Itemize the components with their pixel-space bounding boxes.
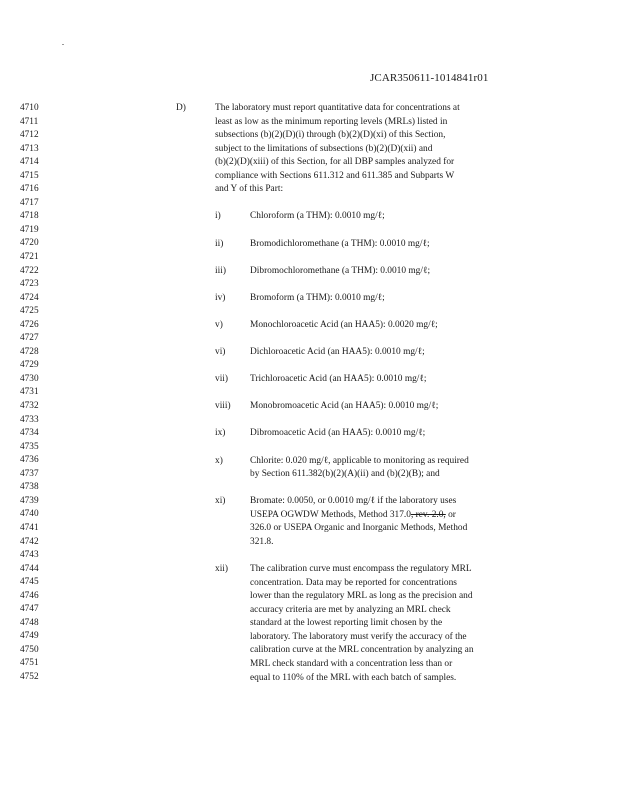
- item-text: standard at the lowest reporting limit chosen by the: [250, 618, 443, 629]
- section-d-line: The laboratory must report quantitative data for concentrations at: [215, 103, 460, 113]
- item-text: [250, 509, 456, 523]
- line-number: 4752: [20, 671, 39, 682]
- line-number: 4732: [20, 401, 39, 412]
- line-number: 4744: [20, 563, 39, 574]
- item-label: xi): [215, 496, 226, 507]
- line-number: 4730: [20, 373, 39, 384]
- line-number: 4713: [20, 143, 39, 154]
- item-text: accuracy criteria are met by analyzing an MRL check: [250, 604, 451, 615]
- line-number: 4737: [20, 468, 39, 479]
- item-text: Bromoform (a THM): 0.0010 mg/ℓ;: [250, 292, 385, 303]
- item-label: ix): [215, 428, 226, 439]
- line-number: 4714: [20, 157, 39, 168]
- item-text: laboratory. The laboratory must verify the accuracy of the: [250, 631, 467, 642]
- line-number: 4751: [20, 658, 39, 669]
- line-number: 4717: [20, 197, 39, 208]
- line-number: 4711: [20, 116, 39, 127]
- item-label: v): [215, 319, 223, 330]
- item-text: lower than the regulatory MRL as long as the precision and: [250, 591, 473, 602]
- item-text-part: or: [445, 509, 456, 520]
- section-d-line: compliance with Sections 611.312 and 611.385 and Subparts W: [215, 170, 455, 181]
- line-number: 4720: [20, 238, 39, 249]
- item-text: MRL check standard with a concentration less than or: [250, 658, 453, 669]
- line-number: 4739: [20, 495, 39, 506]
- item-text-part: USEPA OGWDW Methods, Method 317.0: [250, 509, 411, 520]
- item-label: i): [215, 211, 221, 222]
- section-d-line: (b)(2)(D)(xiii) of this Section, for all DBP samples analyzed for: [215, 157, 455, 168]
- item-text: 321.8.: [250, 536, 274, 547]
- item-text: Bromate: 0.0050, or 0.0010 mg/ℓ if the laboratory uses: [250, 496, 457, 507]
- line-number: 4712: [20, 130, 39, 141]
- line-number: 4724: [20, 292, 39, 303]
- item-label: iv): [215, 292, 226, 303]
- line-number: 4723: [20, 279, 39, 290]
- line-number: 4727: [20, 333, 39, 344]
- section-d-line: subject to the limitations of subsections (b)(2)(D)(xii) and: [215, 143, 433, 154]
- line-number: 4710: [20, 103, 39, 113]
- item-text: calibration curve at the MRL concentration by analyzing an: [250, 645, 474, 656]
- item-text: The calibration curve must encompass the regulatory MRL: [250, 564, 472, 575]
- item-label: viii): [215, 401, 231, 412]
- line-number: 4728: [20, 346, 39, 357]
- scan-mark: [62, 44, 64, 45]
- line-number: 4743: [20, 550, 39, 561]
- item-text: Dibromochloromethane (a THM): 0.0010 mg/ℓ;: [250, 265, 431, 276]
- item-text: Chloroform (a THM): 0.0010 mg/ℓ;: [250, 211, 385, 222]
- item-text: Monobromoacetic Acid (an HAA5): 0.0010 mg/ℓ;: [250, 401, 439, 412]
- line-number: 4748: [20, 617, 39, 628]
- item-text: concentration. Data may be reported for concentrations: [250, 577, 457, 588]
- line-number: 4746: [20, 590, 39, 601]
- line-number: 4733: [20, 414, 39, 425]
- line-number: 4722: [20, 265, 39, 276]
- line-number: 4715: [20, 170, 39, 181]
- section-d-line: subsections (b)(2)(D)(i) through (b)(2)(D)(xi) of this Section,: [215, 130, 446, 141]
- line-number: 4750: [20, 644, 39, 655]
- line-number: 4740: [20, 509, 39, 520]
- item-text: Chlorite: 0.020 mg/ℓ, applicable to monitoring as required: [250, 455, 469, 466]
- section-d-label: D): [176, 103, 186, 113]
- item-text: equal to 110% of the MRL with each batch of samples.: [250, 672, 457, 683]
- item-text: Dibromoacetic Acid (an HAA5): 0.0010 mg/ℓ;: [250, 428, 426, 439]
- item-label: vii): [215, 374, 229, 385]
- line-number: 4742: [20, 536, 39, 547]
- line-number: 4741: [20, 522, 39, 533]
- item-label: iii): [215, 265, 226, 276]
- item-label: ii): [215, 238, 224, 249]
- section-d-line: and Y of this Part:: [215, 184, 284, 195]
- item-text: Trichloroacetic Acid (an HAA5): 0.0010 mg/ℓ;: [250, 374, 427, 385]
- line-number: 4734: [20, 428, 39, 439]
- line-number: 4745: [20, 577, 39, 588]
- line-number: 4721: [20, 252, 39, 263]
- item-text: 326.0 or USEPA Organic and Inorganic Methods, Method: [250, 523, 468, 534]
- line-number: 4716: [20, 184, 39, 195]
- item-label: xii): [215, 564, 229, 575]
- item-text: Dichloroacetic Acid (an HAA5): 0.0010 mg/ℓ;: [250, 347, 425, 358]
- line-number: 4726: [20, 319, 39, 330]
- item-text: Monochloroacetic Acid (an HAA5): 0.0020 mg/ℓ;: [250, 319, 438, 330]
- item-text: by Section 611.382(b)(2)(A)(ii) and (b)(2)(B); and: [250, 469, 440, 480]
- document-id-header: JCAR350611-1014841r01: [370, 72, 489, 84]
- line-number: 4749: [20, 631, 39, 642]
- item-text: Bromodichloromethane (a THM): 0.0010 mg/ℓ;: [250, 238, 430, 249]
- line-number: 4738: [20, 482, 39, 493]
- line-number: 4736: [20, 455, 39, 466]
- item-label: vi): [215, 347, 226, 358]
- line-number: 4725: [20, 306, 39, 317]
- line-number: 4731: [20, 387, 39, 398]
- line-number: 4718: [20, 211, 39, 222]
- line-number: 4729: [20, 360, 39, 371]
- line-number: 4735: [20, 441, 39, 452]
- struck-text: , rev. 2.0,: [410, 509, 446, 520]
- line-number-column: [20, 102, 60, 685]
- item-label: x): [215, 455, 223, 466]
- line-number: 4719: [20, 224, 39, 235]
- line-number: 4747: [20, 604, 39, 615]
- section-d-line: least as low as the minimum reporting levels (MRLs) listed in: [215, 116, 448, 127]
